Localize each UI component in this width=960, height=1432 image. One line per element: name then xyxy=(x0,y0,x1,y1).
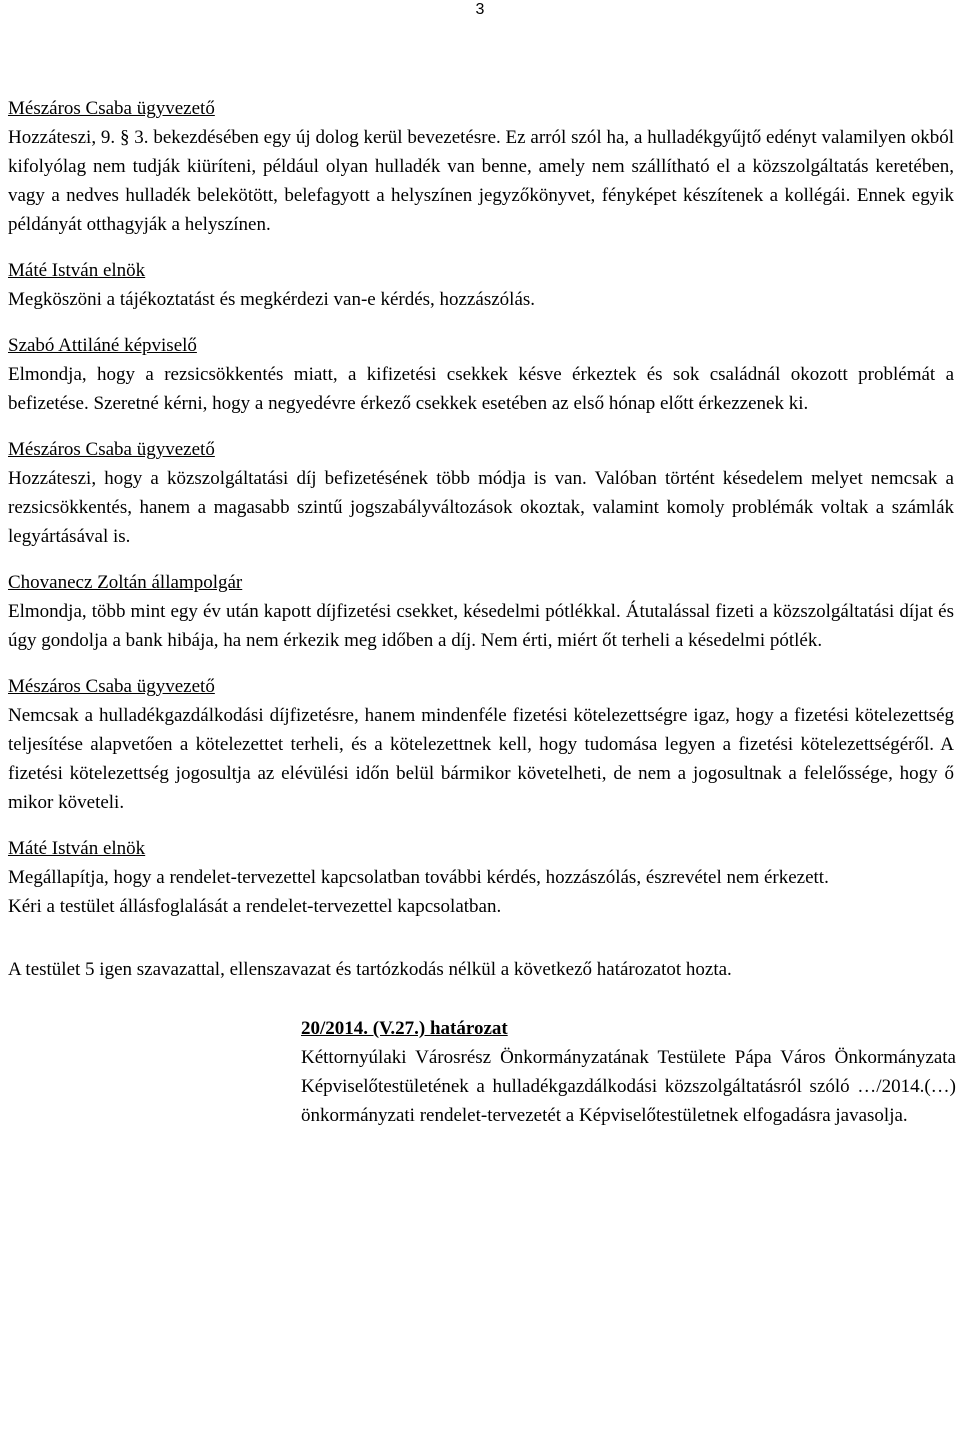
speaker-name: Mészáros Csaba ügyvezető xyxy=(8,676,215,697)
minutes-entry xyxy=(8,672,954,817)
resolution-body: Kéttornyúlaki Városrész Önkormányzatának Testülete Pápa Város Önkormányzata Képviselőtestületének a hulladékgazdálkodási közszolgáltatásról szóló …/2014.(…) önkormányzati rendelet-tervezetét a Képviselőtestületnek elfogadásra javasolja. xyxy=(301,1047,956,1126)
statement-text: Elmondja, hogy a rezsicsökkentés miatt, a kifizetési csekkek késve érkeztek és sok családnál okozott problémát a befizetése. Szeretné kérni, hogy a negyedévre érkező csekkek esetében az első hónap előtt érkezzenek ki. xyxy=(8,364,954,414)
speaker-name: Máté István elnök xyxy=(8,838,146,859)
speaker-name: Mészáros Csaba ügyvezető xyxy=(8,439,215,460)
minutes-entry xyxy=(8,435,954,551)
resolution-title: 20/2014. (V.27.) határozat xyxy=(301,1018,508,1039)
speaker-name: Chovanecz Zoltán állampolgár xyxy=(8,572,243,593)
speaker-name: Máté István elnök xyxy=(8,260,146,281)
page-number: 3 xyxy=(475,1,485,18)
statement-text: Megköszöni a tájékoztatást és megkérdezi van-e kérdés, hozzászólás. xyxy=(8,289,536,310)
statement-text: Hozzáteszi, hogy a közszolgáltatási díj befizetésének több módja is van. Valóban történt késedelem melyet nemcsak a rezsicsökkentés, hanem a magasabb szintű jogszabályváltozások okoztak, valamint komoly problémák voltak a számlák legyártásával is. xyxy=(8,468,954,547)
minutes-entry xyxy=(8,94,954,239)
speaker-name: Szabó Attiláné képviselő xyxy=(8,335,197,356)
vote-block xyxy=(8,955,954,984)
speaker-name: Mészáros Csaba ügyvezető xyxy=(8,98,215,119)
minutes-content xyxy=(8,94,954,1130)
minutes-entry xyxy=(8,256,954,314)
minutes-entry xyxy=(8,331,954,418)
statement-text: Megállapítja, hogy a rendelet-tervezettel kapcsolatban további kérdés, hozzászólás, észrevétel nem érkezett. xyxy=(8,867,829,888)
statement-text: Hozzáteszi, 9. § 3. bekezdésében egy új dolog kerül bevezetésre. Ez arról szól ha, a hulladékgyűjtő edényt valamilyen okból kifolyólag nem tudják kiüríteni, például olyan hulladék van benne, amely nem szállítható el a közszolgáltatás keretében, vagy a nedves hulladék belekötött, belefagyott a helyszínen jegyzőkönyvet, fényképet készítenek a kollégái. Ennek egyik példányát otthagyják a helyszínen. xyxy=(8,127,954,235)
vote-statement: A testület 5 igen szavazattal, ellenszavazat és tartózkodás nélkül a következő határozatot hozta. xyxy=(8,959,732,980)
statement-text: Nemcsak a hulladékgazdálkodási díjfizetésre, hanem mindenféle fizetési kötelezettségre igaz, hogy a fizetési kötelezettség teljesítése alapvetően a kötelezettet terheli, és a kötelezettnek kell, hogy tudomása legyen a fizetési kötelezettségéről. A fizetési kötelezettség jogosultja az elévülési időn belül bármikor követelheti, de nem a jogosultnak a felelőssége, hogy ő mikor követeli. xyxy=(8,705,954,813)
statement-text: Kéri a testület állásfoglalását a rendelet-tervezettel kapcsolatban. xyxy=(8,896,502,917)
minutes-entry xyxy=(8,568,954,655)
statement-text: Elmondja, több mint egy év után kapott díjfizetési csekket, késedelmi pótlékkal. Átutalással fizeti a közszolgáltatási díjat és úgy gondolja a bank hibája, ha nem érkezik meg időben a díj. Nem érti, miért őt terheli a késedelmi pótlék. xyxy=(8,601,954,651)
minutes-entry xyxy=(8,834,954,921)
resolution-block xyxy=(301,1014,956,1130)
